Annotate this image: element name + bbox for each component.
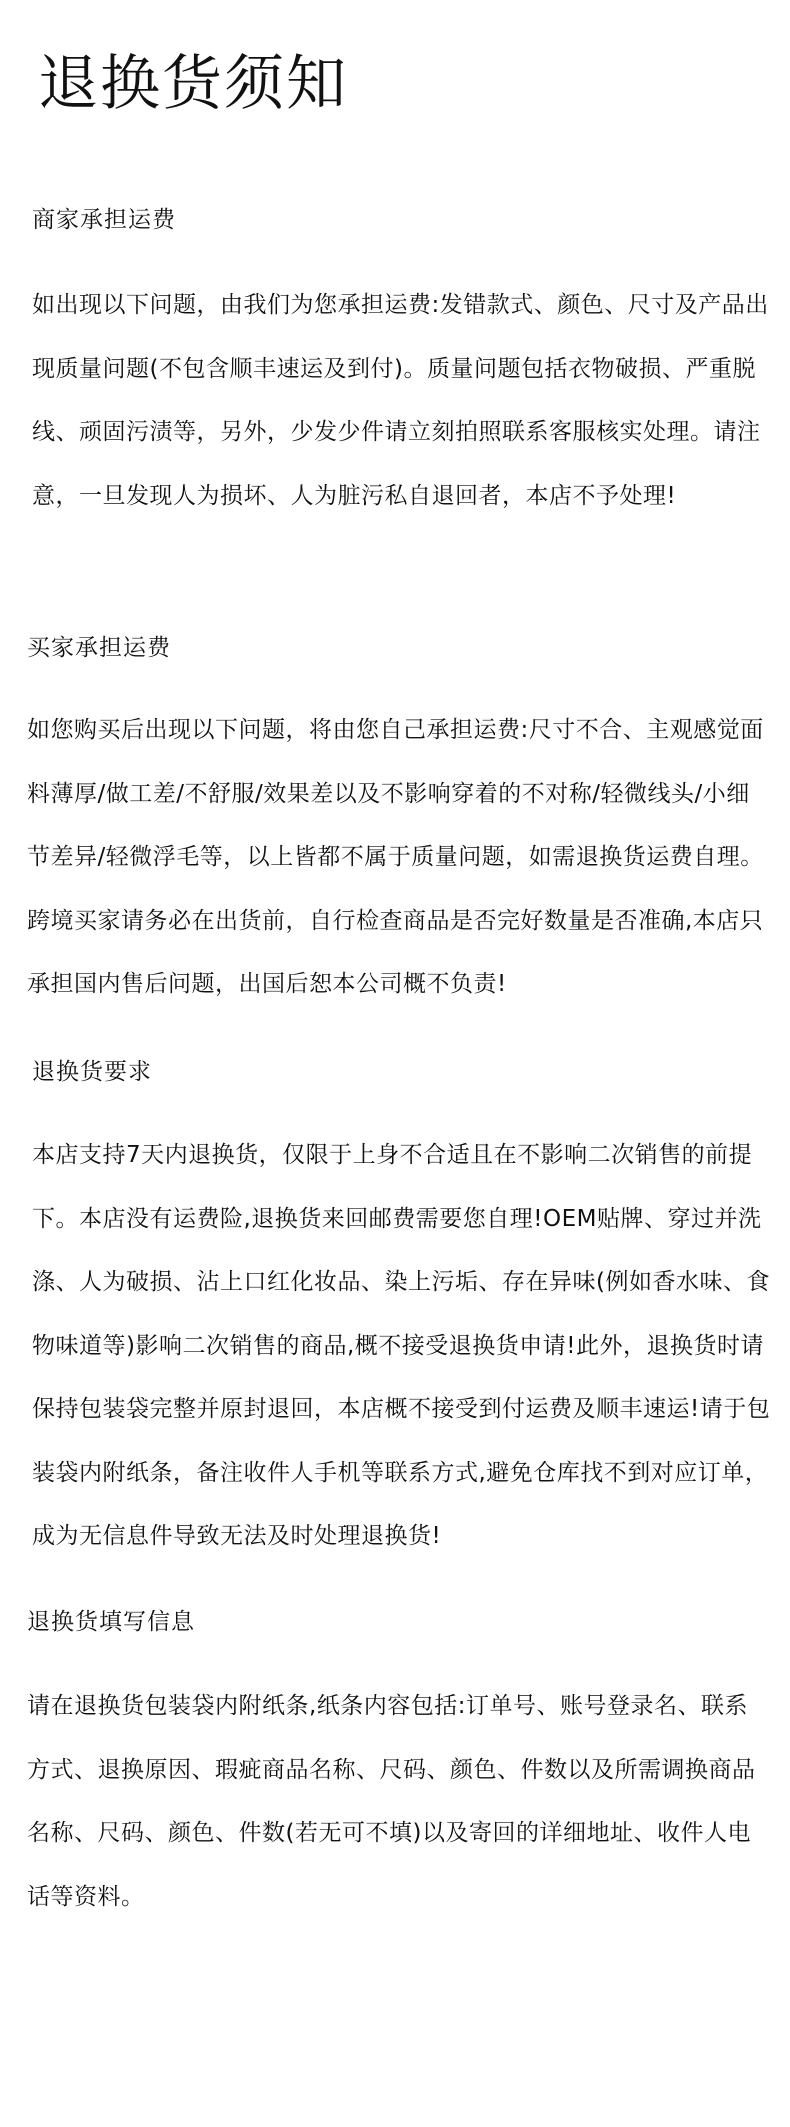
section-heading: 退换货填写信息 (27, 1609, 195, 1635)
section-body: 如您购买后出现以下问题，将由您自己承担运费:尺寸不合、主观感觉面料薄厚/做工差/不舒服/效果差以及不影响穿着的不对称/轻微线头/小细节差异/轻微浮毛等，以上皆都不属于质量问题，如需退换货运费自理。跨境买家请务必在出货前，自行检查商品是否完好数量是否准确,本店只承担国内售后问题，出国后恕本公司概不负责! (27, 717, 764, 997)
section-body: 本店支持7天内退换货，仅限于上身不合适且在不影响二次销售的前提下。本店没有运费险,退换货来回邮费需要您自理!OEM贴牌、穿过并洗涤、人为破损、沾上口红化妆品、染上污垢、存在异味(例如香水味、食物味道等)影响二次销售的商品,概不接受退换货申请!此外，退换货时请保持包装袋完整并原封退回，本店概不接受到付运费及顺丰速运!请于包装袋内附纸条，备注收件人手机等联系方式,避免仓库找不到对应订单，成为无信息件导致无法及时处理退换货! (32, 1142, 771, 1549)
page-title: 退换货须知 (38, 49, 348, 119)
section-return-requirements (32, 1056, 772, 1569)
section-buyer-pays-shipping (27, 632, 767, 1017)
section-seller-pays-shipping (32, 204, 772, 528)
section-heading: 退换货要求 (32, 1059, 152, 1085)
section-heading: 商家承担运费 (32, 207, 176, 233)
section-return-info (27, 1606, 767, 1929)
section-body: 请在退换货包装袋内附纸条,纸条内容包括:订单号、账号登录名、联系方式、退换原因、瑕疵商品名称、尺码、颜色、件数以及所需调换商品名称、尺码、颜色、件数(若无可不填)以及寄回的详细地址、收件人电话等资料。 (27, 1693, 756, 1910)
section-heading: 买家承担运费 (27, 635, 171, 661)
section-body: 如出现以下问题，由我们为您承担运费:发错款式、颜色、尺寸及产品出现质量问题(不包含顺丰速运及到付)。质量问题包括衣物破损、严重脱线、顽固污渍等，另外，少发少件请立刻拍照联系客服核实处理。请注意，一旦发现人为损坏、人为脏污私自退回者，本店不予处理! (32, 292, 769, 509)
